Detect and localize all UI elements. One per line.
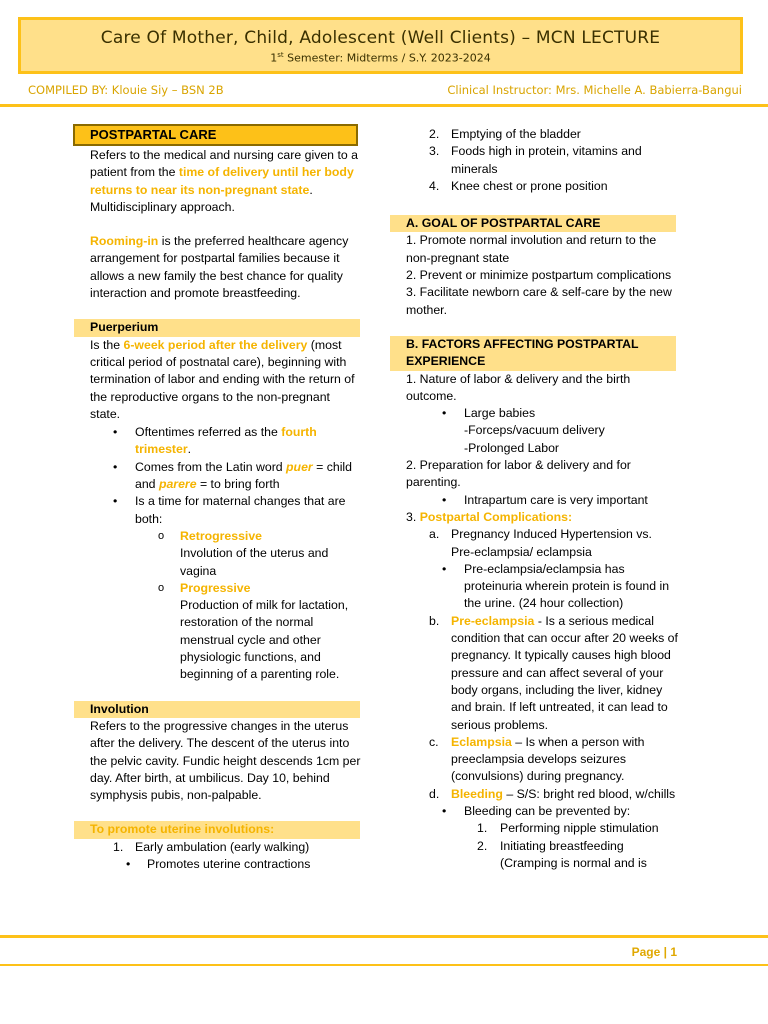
list-item: o Retrogressive Involution of the uterus and vagina bbox=[158, 528, 329, 578]
factors-heading: B. FACTORS AFFECTING POSTPARTAL EXPERIENCE bbox=[390, 336, 676, 371]
semester-suffix: st bbox=[277, 51, 284, 59]
involution-text: Refers to the progressive changes in the uterus after the delivery. The descent of the uterus into the pelvic cavity. Fundic height descends 1cm per day. After birth, at umbilicus. Day 10, behind symphysis pubis, non-palpable. bbox=[90, 718, 361, 803]
semester-text: Semester: Midterms / S.Y. 2023-2024 bbox=[283, 51, 491, 65]
document-title: Care Of Mother, Child, Adolescent (Well Clients) – MCN LECTURE bbox=[100, 28, 661, 48]
list-item: • Comes from the Latin word puer = child and parere = to bring forth bbox=[113, 459, 353, 492]
goal-item: 2. Prevent or minimize postpartum complications bbox=[406, 268, 672, 283]
list-item: • Is a time for maternal changes that are both: bbox=[113, 494, 346, 526]
postpartal-care-title: POSTPARTAL CARE bbox=[90, 127, 217, 142]
puerperium-definition: Is the 6-week period after the delivery (most critical period of postnatal care), beginning with termination of labor and ending with the return of the reproductive organs to the non-pregnant state. bbox=[90, 337, 355, 421]
list-item: 1. Early ambulation (early walking) bbox=[113, 839, 310, 854]
list-item: • Bleeding can be prevented by: bbox=[406, 803, 678, 820]
list-item: d. Bleeding – S/S: bright red blood, w/chills bbox=[429, 786, 676, 801]
left-column bbox=[90, 124, 362, 873]
header-divider bbox=[0, 104, 768, 107]
list-item: • Large babies -Forceps/vacuum delivery -Prolonged Labor bbox=[442, 406, 605, 455]
promote-involution-heading: To promote uterine involutions: bbox=[74, 821, 360, 838]
goal-item: 3. Facilitate newborn care & self-care by the new mother. bbox=[406, 285, 672, 317]
complications-list bbox=[406, 526, 678, 872]
goal-heading: A. GOAL OF POSTPARTAL CARE bbox=[390, 215, 676, 232]
list-item: • Promotes uterine contractions bbox=[90, 856, 362, 873]
progressive-term: Progressive bbox=[180, 580, 251, 595]
bullet-marker: • bbox=[113, 459, 118, 474]
bullet-marker: • bbox=[113, 425, 118, 440]
bullet-marker: • bbox=[126, 856, 131, 871]
bullet-marker: • bbox=[442, 803, 447, 818]
list-item: o Progressive Production of milk for lactation, restoration of the normal menstrual cycle and other physiologic functions, and beginning of a parenting role. bbox=[158, 580, 349, 682]
complications-term: Postpartal Complications: bbox=[419, 509, 573, 524]
factor-item: 2. Preparation for labor & delivery and for parenting. bbox=[406, 458, 631, 490]
list-item: b. Pre-eclampsia - Is a serious medical condition that can occur after 20 weeks of pregnancy. It typically causes high blood pressure and can affect several of your body organs, including the liver, kidney and brain. If left untreated, it can lead to serious problems. bbox=[429, 613, 678, 732]
definition-highlight: time of delivery until her body returns to near its non-pregnant state bbox=[90, 165, 354, 197]
clinical-instructor: Clinical Instructor: Mrs. Michelle A. Babierra-Bangui bbox=[447, 83, 742, 97]
postpartal-care-heading bbox=[73, 124, 358, 146]
circle-marker: o bbox=[158, 581, 165, 594]
rooming-in-paragraph: Rooming-in is the preferred healthcare agency arrangement for postpartal families because it allows a new family the best chance for quality interaction and promote breastfeeding. bbox=[90, 234, 349, 301]
bullet-marker: • bbox=[442, 406, 447, 421]
compiled-by: COMPILED BY: Klouie Siy – BSN 2B bbox=[28, 83, 224, 97]
postpartal-definition: Refers to the medical and nursing care given to a patient from the time of delivery until her body returns to near its non-pregnant state. Multidisciplinary approach. bbox=[90, 148, 358, 214]
document-subtitle bbox=[21, 51, 740, 65]
rooming-in-term: Rooming-in bbox=[90, 234, 159, 249]
semester-number: 1 bbox=[270, 51, 278, 65]
bullet-marker: • bbox=[113, 494, 118, 509]
bullet-marker: • bbox=[442, 561, 447, 576]
list-item: • Intrapartum care is very important bbox=[406, 492, 678, 509]
footer-divider-bottom bbox=[0, 964, 768, 966]
involution-heading: Involution bbox=[74, 701, 360, 718]
list-item: 3. Foods high in protein, vitamins and minerals bbox=[429, 144, 642, 176]
puerperium-bullets bbox=[90, 424, 362, 683]
list-item: 4. Knee chest or prone position bbox=[429, 178, 608, 193]
document-header bbox=[18, 17, 743, 74]
bullet-marker: • bbox=[442, 492, 447, 507]
list-item: • Pre-eclampsia/eclampsia has proteinuria wherein protein is found in the urine. (24 hour collection) bbox=[442, 561, 670, 611]
footer-divider bbox=[0, 935, 768, 938]
list-item: 1. Performing nipple stimulation bbox=[477, 821, 659, 836]
factor-item: 1. Nature of labor & delivery and the birth outcome. bbox=[406, 371, 631, 403]
involution-list-continued bbox=[406, 126, 678, 195]
puerperium-heading: Puerperium bbox=[74, 319, 360, 336]
factor-item: 3. Postpartal Complications: bbox=[406, 509, 573, 524]
list-item: 2. Emptying of the bladder bbox=[429, 127, 581, 141]
goal-item: 1. Promote normal involution and return to the non-pregnant state bbox=[406, 233, 657, 265]
list-item: c. Eclampsia – Is when a person with preeclampsia develops seizures (convulsions) during pregnancy. bbox=[429, 734, 645, 784]
list-item: a. Pregnancy Induced Hypertension vs. Pre-eclampsia/ eclampsia bbox=[429, 527, 652, 559]
list-item: 2. Initiating breastfeeding (Cramping is normal and is bbox=[477, 838, 647, 870]
puerperium-highlight: 6-week period after the delivery bbox=[123, 337, 308, 352]
list-item: • Oftentimes referred as the fourth trimester. bbox=[113, 425, 317, 457]
retrogressive-term: Retrogressive bbox=[180, 528, 263, 543]
right-column bbox=[406, 126, 678, 872]
page-number: Page | 1 bbox=[631, 945, 677, 959]
circle-marker: o bbox=[158, 529, 165, 542]
promote-involution-list bbox=[90, 839, 362, 874]
